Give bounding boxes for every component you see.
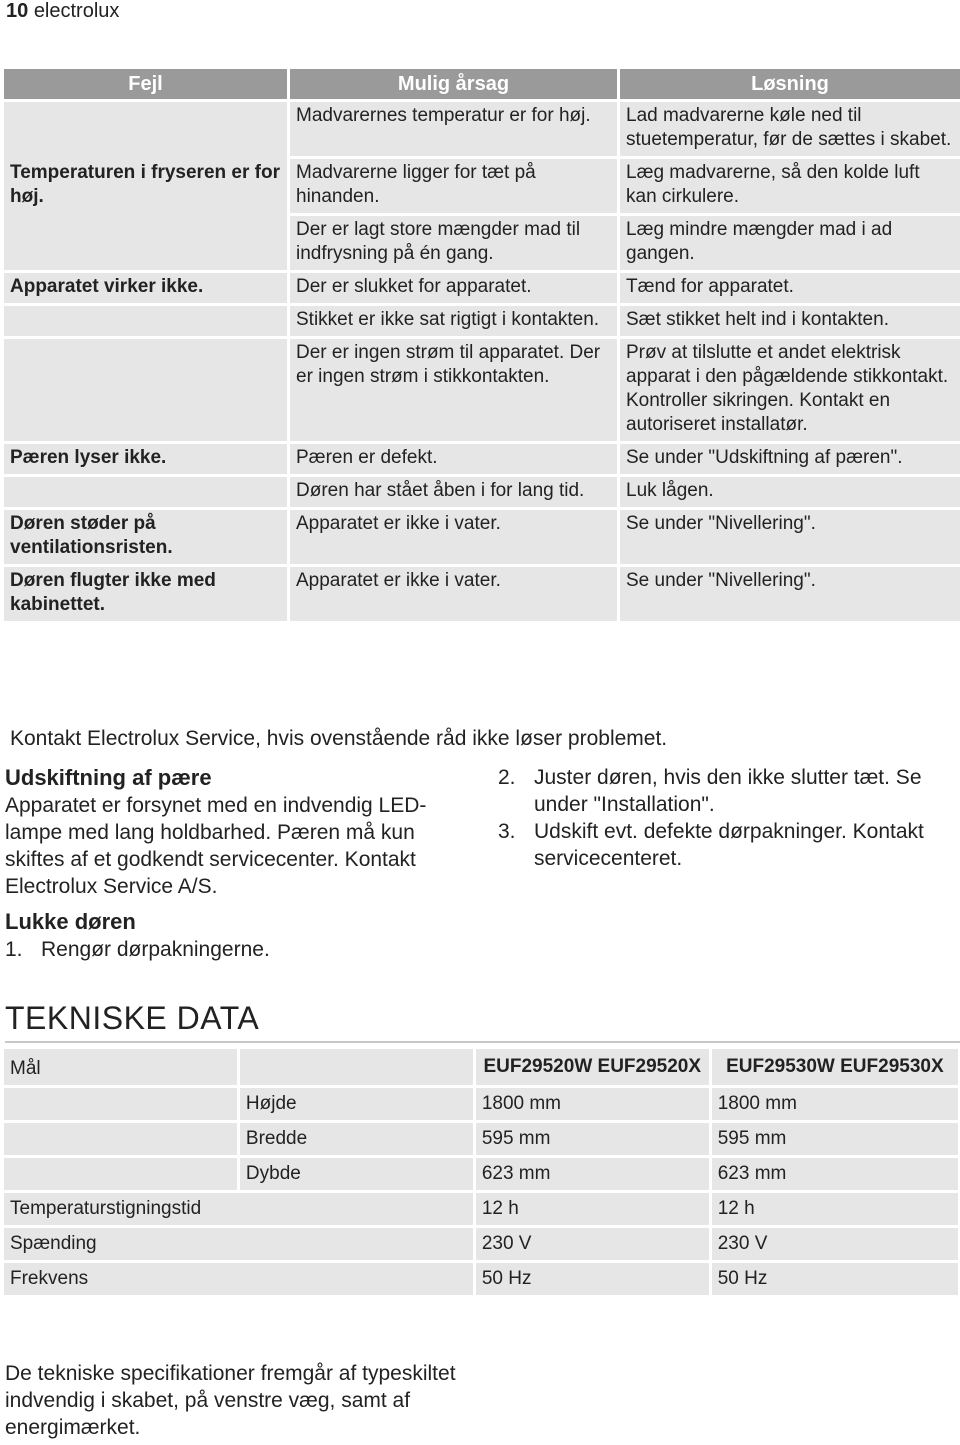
solution-cell: Luk lågen.	[620, 477, 960, 507]
step-number: 1.	[5, 938, 23, 961]
fault-cell: Apparatet virker ikke.	[4, 273, 287, 303]
tech-section-title: TEKNISKE DATA	[5, 1000, 260, 1036]
door-step	[5, 936, 475, 963]
empty-cell	[4, 1088, 237, 1120]
solution-cell: Prøv at tilslutte et andet elektrisk apparat i den pågældende stikkontakt. Kontroller sikringen. Kontakt en autoriseret installatør.	[620, 339, 960, 441]
model-header: EUF29530W EUF29530X	[712, 1049, 958, 1085]
cause-cell: Madvarerne ligger for tæt på hinanden.	[290, 159, 617, 213]
step-number: 3.	[498, 820, 516, 843]
table-row	[4, 1193, 958, 1225]
cause-cell: Der er lagt store mængder mad til indfrysning på én gang.	[290, 216, 617, 270]
troubleshooting-table	[1, 66, 960, 624]
tech-footnote: De tekniske specifikationer fremgår af typeskiltet indvendig i skabet, på venstre væg, samt af energimærket.	[5, 1362, 456, 1439]
cause-cell: Stikket er ikke sat rigtigt i kontakten.	[290, 306, 617, 336]
solution-cell: Se under "Nivellering".	[620, 567, 960, 621]
table-row	[4, 1263, 958, 1295]
door-section-title: Lukke døren	[5, 909, 136, 934]
cause-cell: Der er ingen strøm til apparatet. Der er ingen strøm i stikkontakten.	[290, 339, 617, 441]
step-text: Juster døren, hvis den ikke slutter tæt. Se under "Installation".	[534, 766, 922, 816]
empty-cell	[4, 1158, 237, 1190]
value-cell: 12 h	[712, 1193, 958, 1225]
dimensions-label: Mål	[4, 1049, 237, 1085]
table-row	[4, 444, 960, 474]
step-text: Rengør dørpakningerne.	[41, 938, 270, 961]
value-cell: 50 Hz	[712, 1263, 958, 1295]
row-label: Bredde	[240, 1123, 473, 1155]
table-header-row	[4, 69, 960, 99]
value-cell: 595 mm	[476, 1123, 709, 1155]
bulb-section-text: Apparatet er forsynet med en indvendig LED-lampe med lang holdbarhed. Pæren må kun skiftes af et godkendt servicecenter. Kontakt Electrolux Service A/S.	[5, 794, 427, 898]
value-cell: 623 mm	[476, 1158, 709, 1190]
table-row	[4, 306, 960, 336]
cause-cell: Der er slukket for apparatet.	[290, 273, 617, 303]
solution-cell: Se under "Udskiftning af pæren".	[620, 444, 960, 474]
cause-cell: Apparatet er ikke i vater.	[290, 567, 617, 621]
table-row	[4, 510, 960, 564]
table-row	[4, 102, 960, 156]
header-fault: Fejl	[4, 69, 287, 99]
fault-cell	[4, 477, 287, 507]
row-label: Højde	[240, 1088, 473, 1120]
value-cell: 230 V	[712, 1228, 958, 1260]
cause-cell: Døren har stået åben i for lang tid.	[290, 477, 617, 507]
cause-cell: Apparatet er ikke i vater.	[290, 510, 617, 564]
table-row	[4, 1123, 958, 1155]
brand-name: electrolux	[33, 0, 120, 22]
fault-cell: Døren støder på ventilationsristen.	[4, 510, 287, 564]
service-note: Kontakt Electrolux Service, hvis ovenstående råd ikke løser problemet.	[10, 727, 668, 750]
fault-cell: Døren flugter ikke med kabinettet.	[4, 567, 287, 621]
door-step	[498, 818, 948, 872]
fault-cell: Pæren lyser ikke.	[4, 444, 287, 474]
header-cause: Mulig årsag	[290, 69, 617, 99]
fault-cell	[4, 306, 287, 336]
solution-cell: Se under "Nivellering".	[620, 510, 960, 564]
tech-data-table	[1, 1046, 960, 1298]
empty-cell	[4, 1123, 237, 1155]
cause-cell: Madvarernes temperatur er for høj.	[290, 102, 617, 156]
value-cell: 1800 mm	[712, 1088, 958, 1120]
page-number: 10	[6, 0, 29, 22]
value-cell: 12 h	[476, 1193, 709, 1225]
empty-cell	[240, 1049, 473, 1085]
value-cell: 1800 mm	[476, 1088, 709, 1120]
table-row	[4, 273, 960, 303]
solution-cell: Sæt stikket helt ind i kontakten.	[620, 306, 960, 336]
table-row	[4, 477, 960, 507]
bulb-section-title: Udskiftning af pære	[5, 765, 212, 790]
fault-cell	[4, 339, 287, 441]
left-column	[5, 764, 475, 963]
table-row	[4, 1228, 958, 1260]
section-divider	[5, 1041, 960, 1043]
step-number: 2.	[498, 766, 516, 789]
value-cell: 623 mm	[712, 1158, 958, 1190]
value-cell: 595 mm	[712, 1123, 958, 1155]
row-label: Frekvens	[4, 1263, 473, 1295]
value-cell: 50 Hz	[476, 1263, 709, 1295]
solution-cell: Tænd for apparatet.	[620, 273, 960, 303]
row-label: Dybde	[240, 1158, 473, 1190]
row-label: Spænding	[4, 1228, 473, 1260]
header-solution: Løsning	[620, 69, 960, 99]
table-row	[4, 1088, 958, 1120]
right-column	[498, 764, 948, 872]
solution-cell: Læg mindre mængder mad i ad gangen.	[620, 216, 960, 270]
table-row	[4, 1158, 958, 1190]
model-header: EUF29520W EUF29520X	[476, 1049, 709, 1085]
row-label: Temperaturstigningstid	[4, 1193, 473, 1225]
solution-cell: Læg madvarerne, så den kolde luft kan cirkulere.	[620, 159, 960, 213]
value-cell: 230 V	[476, 1228, 709, 1260]
cause-cell: Pæren er defekt.	[290, 444, 617, 474]
table-row	[4, 567, 960, 621]
table-row	[4, 339, 960, 441]
step-text: Udskift evt. defekte dørpakninger. Kontakt servicecenteret.	[534, 820, 924, 870]
page-header	[6, 0, 119, 22]
door-step	[498, 764, 948, 818]
fault-cell: Temperaturen i fryseren er for høj.	[4, 102, 287, 270]
solution-cell: Lad madvarerne køle ned til stuetemperatur, før de sættes i skabet.	[620, 102, 960, 156]
